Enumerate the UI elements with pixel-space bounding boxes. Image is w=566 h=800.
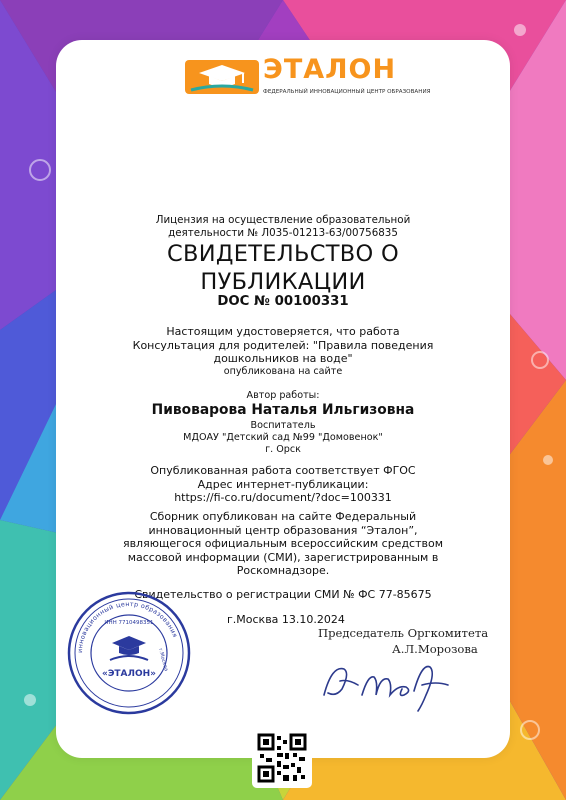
- logo: [185, 54, 431, 104]
- collection-line: инновационный центр образования “Эталон”,: [148, 523, 418, 537]
- signature: [318, 655, 468, 715]
- license-line: Лицензия на осуществление образовательной: [155, 214, 411, 226]
- author-org: МДОАУ "Детский сад №99 "Домовенок": [183, 432, 383, 443]
- stamp-name: «ЭТАЛОН»: [102, 669, 156, 679]
- collection-block: [56, 510, 510, 578]
- author-name: Пивоварова Наталья Ильгизовна: [151, 402, 415, 418]
- signatory-name: А.Л.Морозова: [392, 642, 478, 656]
- qr-code-icon: [252, 728, 312, 788]
- published-text: опубликована на сайте: [223, 365, 343, 377]
- author-city: г. Орск: [265, 444, 301, 455]
- certificate-title: [56, 240, 510, 296]
- author-details: [56, 420, 510, 456]
- collection-line: Роскомнадзоре.: [236, 564, 330, 577]
- fgos-text: Опубликованная работа соответствует ФГОС: [150, 464, 416, 477]
- stamp-ring-text: инновационный центр образования: [76, 600, 179, 654]
- collection-line: являющегося официальным всероссийским средством: [122, 537, 444, 550]
- title-line: ПУБЛИКАЦИИ: [200, 269, 366, 295]
- certify-block: [56, 325, 510, 378]
- publication-url: https://fi-co.ru/document/?doc=100331: [174, 491, 392, 504]
- logo-title: ЭТАЛОН: [263, 54, 397, 85]
- collection-line: массовой информации (СМИ), зарегистрированным в: [127, 550, 439, 564]
- graduation-cap-icon: [110, 636, 148, 660]
- title-line: СВИДЕТЕЛЬСТВО О: [166, 241, 400, 267]
- logo-subtitle: ФЕДЕРАЛЬНЫЙ ИННОВАЦИОННЫЙ ЦЕНТР ОБРАЗОВАНИЯ: [263, 89, 431, 95]
- fgos-block: [56, 464, 510, 505]
- author-position: Воспитатель: [250, 420, 316, 431]
- work-title-line: дошкольников на воде": [213, 352, 353, 365]
- stamp-inn: ИНН 7710498351: [104, 620, 154, 626]
- stamp-city: г.Москва: [157, 647, 169, 672]
- author-label: Автор работы:: [246, 390, 320, 401]
- registration-text: Свидетельство о регистрации СМИ № ФС 77-85675: [134, 588, 432, 601]
- certify-text: Настоящим удостоверяется, что работа: [166, 325, 400, 338]
- work-title-line: Консультация для родителей: "Правила поведения: [132, 338, 434, 352]
- url-label: Адрес интернет-публикации:: [197, 477, 369, 491]
- signatory-title: Председатель Оргкомитета: [318, 626, 489, 640]
- doc-number: DOC № 00100331: [217, 294, 349, 309]
- graduation-cap-icon: [185, 56, 259, 96]
- qr-code[interactable]: [252, 728, 312, 788]
- license-text: [56, 214, 510, 239]
- stamp: [66, 590, 192, 716]
- collection-line: Сборник опубликован на сайте Федеральный: [149, 510, 417, 523]
- license-line: деятельности № Л035-01213-63/00756835: [168, 226, 398, 239]
- date-text: г.Москва 13.10.2024: [227, 613, 345, 626]
